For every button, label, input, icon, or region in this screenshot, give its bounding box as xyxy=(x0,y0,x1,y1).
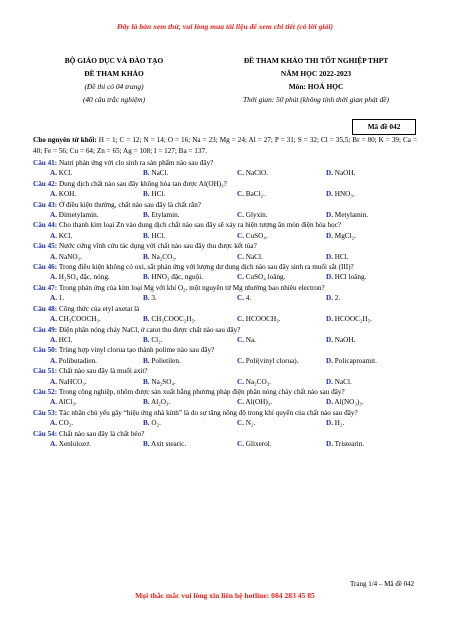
question-stem xyxy=(33,387,417,397)
option-letter: B. xyxy=(143,439,150,448)
option-letter: D. xyxy=(326,398,333,407)
exam-code-box: Mã đề 042 xyxy=(352,119,416,135)
answer-option xyxy=(217,314,309,324)
option-letter: B. xyxy=(143,377,150,386)
exam-type: ĐỀ THAM KHẢO xyxy=(84,69,144,78)
question-text: Nước cứng vĩnh cửu tác dụng với chất nào sau đây thu được kết tủa? xyxy=(57,242,257,251)
answer-option xyxy=(33,397,125,407)
header-left xyxy=(44,54,184,106)
question-stem xyxy=(33,262,417,272)
answer-option xyxy=(217,272,309,282)
answer-options xyxy=(33,293,417,303)
question-stem xyxy=(33,220,417,230)
answer-options xyxy=(33,418,417,428)
option-text: Al₂O₃. xyxy=(151,398,171,407)
question-number: Câu 42: xyxy=(33,179,58,188)
option-letter: C. xyxy=(237,169,244,178)
option-letter: C. xyxy=(237,190,244,199)
option-letter: B. xyxy=(143,169,150,178)
question-text: Ở điều kiện thường, chất nào sau đây là chất rắn? xyxy=(57,200,201,209)
option-letter: D. xyxy=(326,294,333,303)
option-letter: B. xyxy=(143,419,150,428)
question-stem xyxy=(33,429,417,439)
question-stem xyxy=(33,200,417,210)
option-text: 2. xyxy=(334,294,341,303)
option-text: NaOH. xyxy=(334,169,356,178)
option-letter: C. xyxy=(237,439,244,448)
option-text: Etylamin. xyxy=(151,211,180,220)
question-text: Điện phân nóng chảy NaCl, ở catot thu được chất nào sau đây? xyxy=(57,325,241,334)
option-letter: A. xyxy=(50,377,57,386)
answer-option xyxy=(33,210,125,220)
option-text: BaCl₂. xyxy=(245,190,265,199)
option-letter: B. xyxy=(143,211,150,220)
question-text: Trùng hợp vinyl clorua tạo thành polime nào sau đây? xyxy=(57,346,215,355)
answer-options xyxy=(33,314,417,324)
question-text: Công thức của etyl axetat là xyxy=(57,304,140,313)
answer-option xyxy=(309,314,401,324)
hotline-footer: Mọi thắc mắc vui lòng xin liên hệ hotline: 084 283 45 85 xyxy=(135,591,315,600)
option-text: HCOOCH₃. xyxy=(245,315,281,324)
answer-option xyxy=(125,314,217,324)
answer-option xyxy=(125,168,217,178)
option-text: CO₂. xyxy=(58,419,74,428)
option-letter: A. xyxy=(50,273,57,282)
option-letter: B. xyxy=(143,252,150,261)
question-text: Trong công nghiệp, nhôm được sản xuất bằng phương pháp điện phân nóng chảy chất nào sau đây? xyxy=(57,387,345,396)
option-text: NaHCO₃. xyxy=(58,377,87,386)
option-text: AlCl₃. xyxy=(58,398,77,407)
answer-options xyxy=(33,231,417,241)
option-letter: C. xyxy=(237,315,244,324)
answer-options xyxy=(33,210,417,220)
answer-option xyxy=(309,397,401,407)
answer-option xyxy=(125,397,217,407)
subject: Môn: HOÁ HỌC xyxy=(288,82,344,91)
question-number: Câu 51: xyxy=(33,367,58,376)
option-text: Na₂CO₃. xyxy=(151,252,177,261)
option-text: Metylamin. xyxy=(334,211,369,220)
question-text: Dung dịch chất nào sau đây không hòa tan được Al(OH)₃? xyxy=(57,179,227,188)
option-letter: C. xyxy=(237,377,244,386)
answer-option xyxy=(217,252,309,262)
option-letter: A. xyxy=(50,294,57,303)
answer-option xyxy=(309,168,401,178)
option-letter: B. xyxy=(143,294,150,303)
time-limit: Thời gian: 50 phút (không tính thời gian phát đề) xyxy=(242,95,390,104)
answer-option xyxy=(125,335,217,345)
option-letter: D. xyxy=(326,169,333,178)
question-stem xyxy=(33,408,417,418)
answer-option xyxy=(217,356,309,366)
option-letter: D. xyxy=(326,335,333,344)
option-letter: D. xyxy=(326,419,333,428)
option-letter: D. xyxy=(326,190,333,199)
option-text: HCl. xyxy=(58,335,73,344)
answer-option xyxy=(309,231,401,241)
answer-option xyxy=(309,377,401,387)
option-letter: C. xyxy=(237,294,244,303)
answer-option xyxy=(309,210,401,220)
answer-options xyxy=(33,377,417,387)
option-text: NaClO. xyxy=(245,169,268,178)
option-text: Na₂SO₄. xyxy=(151,377,176,386)
exam-title: ĐỀ THAM KHẢO THI TỐT NGHIỆP THPT xyxy=(243,56,389,65)
answer-option xyxy=(125,231,217,241)
question-number: Câu 50: xyxy=(33,346,58,355)
question-number: Câu 49: xyxy=(33,325,58,334)
question-text: Trong điều kiện không có oxi, sắt phản ứng với lượng dư dung dịch nào sau đây sinh ra muối sắt (III)? xyxy=(57,263,354,272)
option-text: NaOH. xyxy=(334,335,356,344)
option-text: Na. xyxy=(245,335,256,344)
option-letter: B. xyxy=(143,231,150,240)
answer-options xyxy=(33,335,417,345)
option-text: KCl. xyxy=(58,169,73,178)
option-letter: D. xyxy=(326,439,333,448)
option-text: Xenlulozơ. xyxy=(58,439,91,448)
answer-option xyxy=(33,377,125,387)
answer-option xyxy=(217,397,309,407)
answer-option xyxy=(33,252,125,262)
question-number: Câu 43: xyxy=(33,200,58,209)
option-letter: A. xyxy=(50,356,57,365)
answer-option xyxy=(309,293,401,303)
option-text: KOH. xyxy=(58,190,77,199)
answer-option xyxy=(309,439,401,449)
option-text: H₂. xyxy=(334,419,345,428)
answer-option xyxy=(33,168,125,178)
option-letter: B. xyxy=(143,315,150,324)
question-text: Chất nào sau đây là chất béo? xyxy=(57,429,145,438)
answer-option xyxy=(309,272,401,282)
atomic-masses-text: H = 1; C = 12; N = 14; O = 16; Na = 23; Mg = 24; Al = 27; P = 31; S = 32; Cl = 35,5; Br = 80; K = 39; Ca = 40; Fe = 56; Cu = 64; Zn = 65; Ag = 108; I = 127; Ba = 137. xyxy=(33,136,418,155)
option-text: Policaproamit. xyxy=(334,356,377,365)
option-letter: D. xyxy=(326,252,333,261)
question-number: Câu 48: xyxy=(33,304,58,313)
answer-option xyxy=(125,356,217,366)
answer-options xyxy=(33,252,417,262)
question-stem xyxy=(33,366,417,376)
answer-option xyxy=(125,210,217,220)
option-text: Glixerol. xyxy=(245,439,272,448)
option-text: Poli(vinyl clorua). xyxy=(245,356,299,365)
answer-option xyxy=(125,252,217,262)
answer-option xyxy=(217,168,309,178)
option-letter: C. xyxy=(237,252,244,261)
answer-options xyxy=(33,189,417,199)
option-text: CH₃COOCH₃. xyxy=(58,315,101,324)
answer-option xyxy=(33,439,125,449)
answer-option xyxy=(217,439,309,449)
option-letter: D. xyxy=(326,315,333,324)
option-letter: A. xyxy=(50,211,57,220)
answer-option xyxy=(217,189,309,199)
option-text: N₂. xyxy=(245,419,256,428)
option-text: HCOOC₂H₅. xyxy=(334,315,372,324)
option-letter: A. xyxy=(50,169,57,178)
option-letter: A. xyxy=(50,335,57,344)
question-number: Câu 53: xyxy=(33,408,58,417)
option-letter: D. xyxy=(326,377,333,386)
option-letter: C. xyxy=(237,273,244,282)
question-number: Câu 44: xyxy=(33,221,58,230)
option-text: HCl. xyxy=(151,190,166,199)
question-stem xyxy=(33,304,417,314)
option-text: CuSO₄. xyxy=(245,231,268,240)
answer-option xyxy=(33,231,125,241)
answer-option xyxy=(33,418,125,428)
option-letter: A. xyxy=(50,252,57,261)
answer-option xyxy=(33,272,125,282)
option-letter: A. xyxy=(50,398,57,407)
option-text: HNO₃ đặc, nguội. xyxy=(151,273,204,282)
option-text: HCl. xyxy=(334,252,349,261)
option-text: Al(OH)₃. xyxy=(245,398,273,407)
question-stem xyxy=(33,179,417,189)
answer-options xyxy=(33,439,417,449)
option-text: Na₂CO₃. xyxy=(245,377,271,386)
atomic-masses-label: Cho nguyên tử khối: xyxy=(33,136,97,144)
answer-option xyxy=(33,293,125,303)
answer-option xyxy=(33,314,125,324)
answer-option xyxy=(125,189,217,199)
option-text: NaCl. xyxy=(245,252,263,261)
answer-option xyxy=(217,210,309,220)
question-text: Natri phản ứng với clo sinh ra sản phẩm nào sau đây? xyxy=(57,159,214,167)
question-number: Câu 52: xyxy=(33,387,58,396)
preview-banner: Đây là bản xem thử, vui lòng mua tài liệu để xem chi tiết (có lời giải) xyxy=(117,22,333,31)
question-list xyxy=(33,158,417,449)
option-text: Al(NO₃)₃. xyxy=(334,398,364,407)
option-text: 4. xyxy=(245,294,252,303)
answer-option xyxy=(309,356,401,366)
school-year: NĂM HỌC 2022-2023 xyxy=(280,69,352,78)
option-text: NaCl. xyxy=(151,169,169,178)
option-letter: C. xyxy=(237,419,244,428)
option-text: Axit stearic. xyxy=(151,439,187,448)
answer-options xyxy=(33,272,417,282)
answer-option xyxy=(309,189,401,199)
question-number: Câu 45: xyxy=(33,242,58,251)
option-letter: A. xyxy=(50,190,57,199)
answer-option xyxy=(217,377,309,387)
option-letter: A. xyxy=(50,419,57,428)
option-text: Polietilen. xyxy=(151,356,181,365)
option-letter: D. xyxy=(326,273,333,282)
option-text: CuSO₄ loãng. xyxy=(245,273,286,282)
question-text: Tác nhân chủ yếu gây “hiệu ứng nhà kính” là do sự tăng nồng độ trong khí quyển của chất nào sau đây? xyxy=(57,408,358,417)
option-text: HCl loãng. xyxy=(334,273,367,282)
answer-options xyxy=(33,397,417,407)
answer-option xyxy=(217,293,309,303)
option-text: MgCl₂. xyxy=(334,231,356,240)
question-stem xyxy=(33,325,417,335)
option-text: Cl₂. xyxy=(151,335,163,344)
ministry-name: BỘ GIÁO DỤC VÀ ĐÀO TẠO xyxy=(64,56,164,65)
answer-option xyxy=(125,293,217,303)
question-text: Cho thanh kim loại Zn vào dung dịch chất nào sau đây sẽ xảy ra hiện tượng ăn mòn điện hóa học? xyxy=(57,221,342,230)
page-footer: Trang 1/4 – Mã đề 042 xyxy=(350,580,415,588)
answer-option xyxy=(33,335,125,345)
option-letter: A. xyxy=(50,315,57,324)
option-letter: B. xyxy=(143,273,150,282)
option-letter: B. xyxy=(143,190,150,199)
option-text: Glyxin. xyxy=(245,211,268,220)
atomic-masses xyxy=(33,135,417,157)
option-letter: C. xyxy=(237,356,244,365)
option-text: NaCl. xyxy=(334,377,352,386)
option-text: Tristearin. xyxy=(334,439,365,448)
answer-option xyxy=(217,418,309,428)
option-letter: C. xyxy=(237,335,244,344)
answer-option xyxy=(125,439,217,449)
option-letter: C. xyxy=(237,231,244,240)
question-number: Câu 54: xyxy=(33,429,58,438)
option-letter: B. xyxy=(143,335,150,344)
option-text: Polibutadien. xyxy=(58,356,97,365)
option-text: HCl. xyxy=(151,231,166,240)
answer-option xyxy=(33,356,125,366)
option-text: 3. xyxy=(151,294,157,303)
question-number: Câu 46: xyxy=(33,263,58,272)
option-text: 1. xyxy=(58,294,65,303)
answer-options xyxy=(33,168,417,178)
question-text: Trong phản ứng của kim loại Mg với khí O₂, một nguyên tử Mg nhường bao nhiêu electron? xyxy=(57,283,325,292)
question-stem xyxy=(33,158,417,168)
answer-option xyxy=(125,377,217,387)
option-text: O₂. xyxy=(151,419,161,428)
option-text: Đimetylamin. xyxy=(58,211,99,220)
answer-options xyxy=(33,356,417,366)
page-count-note: (Đề thi có 04 trang) xyxy=(84,82,144,91)
option-letter: C. xyxy=(237,211,244,220)
answer-option xyxy=(33,189,125,199)
option-letter: D. xyxy=(326,211,333,220)
option-letter: C. xyxy=(237,398,244,407)
question-count-note: (40 câu trắc nghiệm) xyxy=(82,95,146,104)
answer-option xyxy=(217,231,309,241)
option-letter: D. xyxy=(326,231,333,240)
option-letter: A. xyxy=(50,439,57,448)
header-right xyxy=(216,54,416,106)
answer-option xyxy=(309,335,401,345)
answer-option xyxy=(309,418,401,428)
answer-option xyxy=(125,418,217,428)
option-text: NaNO₃. xyxy=(58,252,82,261)
option-text: CH₃COOC₂H₅. xyxy=(151,315,196,324)
option-letter: D. xyxy=(326,356,333,365)
option-letter: B. xyxy=(143,356,150,365)
question-number: Câu 47: xyxy=(33,283,58,292)
answer-option xyxy=(217,335,309,345)
option-text: HNO₃. xyxy=(334,190,355,199)
answer-option xyxy=(309,252,401,262)
option-text: H₂SO₄ đặc, nóng. xyxy=(58,273,110,282)
question-text: Chất nào sau đây là muối axit? xyxy=(57,367,148,376)
answer-option xyxy=(125,272,217,282)
question-stem xyxy=(33,241,417,251)
question-stem xyxy=(33,345,417,355)
option-letter: A. xyxy=(50,231,57,240)
question-number: Câu 41: xyxy=(33,159,58,167)
option-text: KCl. xyxy=(58,231,73,240)
option-letter: B. xyxy=(143,398,150,407)
question-stem xyxy=(33,283,417,293)
